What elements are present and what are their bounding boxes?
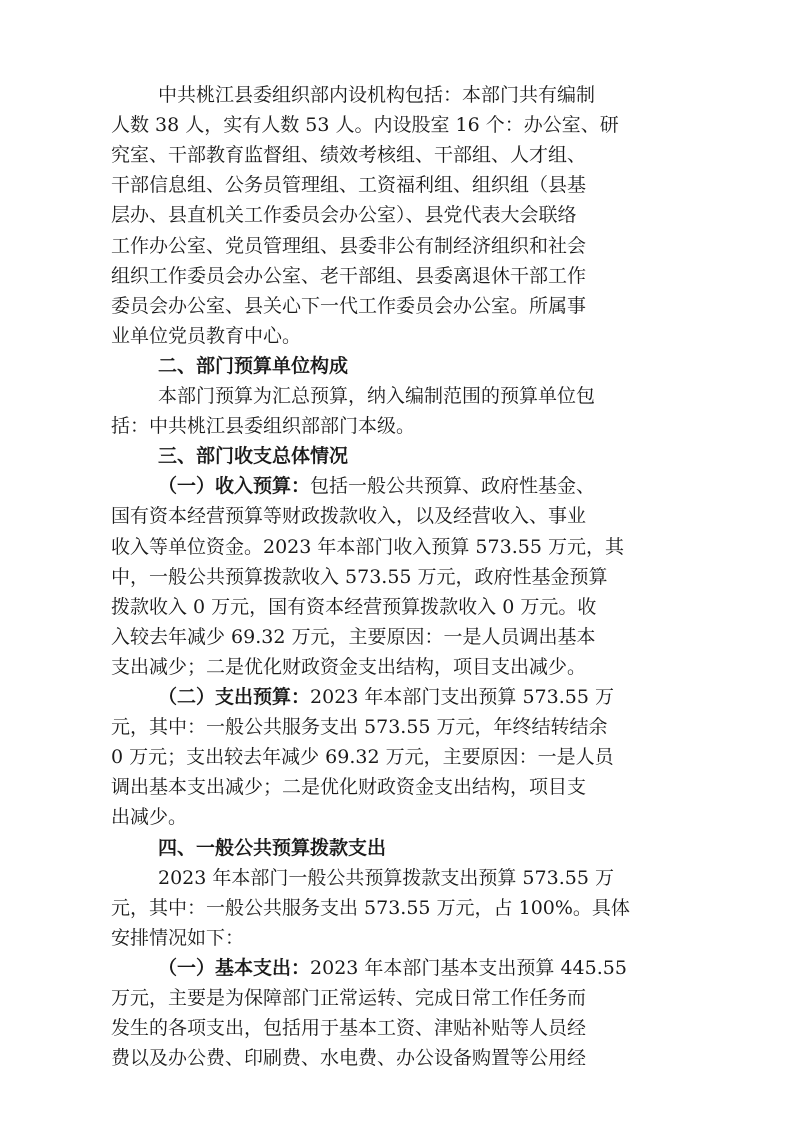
text-line: 干部信息组、公务员管理组、工资福利组、组织组（县基 [111,174,587,197]
text-line: 0 万元；支出较去年减少 69.32 万元，主要原因：一是人员 [111,746,614,769]
text-line: 业单位党员教育中心。 [111,324,302,347]
text-line: 委员会办公室、县关心下一代工作委员会办公室。所属事 [111,294,587,317]
text-line: 元，其中：一般公共服务支出 573.55 万元，年终结转结余 [111,716,608,739]
text-line: 入较去年减少 69.32 万元，主要原因：一是人员调出基本 [111,625,596,648]
subheading: （一）基本支出： [158,956,311,979]
text-line [158,953,627,983]
text-line: 发生的各项支出，包括用于基本工资、津贴补贴等人员经 [111,1017,587,1040]
text-line [158,682,614,712]
text-run: 2023 年本部门基本支出预算 445.55 [310,956,627,979]
text-line: 括：中共桃江县委组织部部门本级。 [111,415,416,438]
text-line: 究室、干部教育监督组、绩效考核组、干部组、人才组、 [111,144,587,167]
text-line: 元，其中：一般公共服务支出 573.55 万元，占 100%。具体 [111,896,630,919]
text-line: 人数 38 人，实有人数 53 人。内设股室 16 个：办公室、研 [111,114,619,137]
text-line: 拨款收入 0 万元，国有资本经营预算拨款收入 0 万元。收 [111,595,597,618]
text-line: 层办、县直机关工作委员会办公室）、县党代表大会联络 [111,204,577,227]
text-line: 组织工作委员会办公室、老干部组、县委离退休干部工作 [111,264,587,287]
text-line: 中共桃江县委组织部内设机构包括：本部门共有编制 [158,84,596,106]
text-line: 收入等单位资金。2023 年本部门收入预算 573.55 万元，其 [111,535,624,558]
text-run: 2023 年本部门支出预算 573.55 万 [310,686,614,708]
text-line [158,471,595,501]
section-heading: 四、一般公共预算拨款支出 [158,836,387,859]
text-line: 支出减少；二是优化财政资金支出结构，项目支出减少。 [111,655,587,678]
text-line: 安排情况如下： [111,926,245,949]
text-line: 费以及办公费、印刷费、水电费、办公设备购置等公用经 [111,1047,587,1070]
subheading: （二）支出预算： [158,686,311,708]
text-run: 包括一般公共预算、政府性基金、 [310,475,596,498]
text-line: 中，一般公共预算拨款收入 573.55 万元，政府性基金预算 [111,565,608,588]
section-heading: 三、部门收支总体情况 [158,445,349,468]
subheading: （一）收入预算： [158,475,311,498]
text-line: 工作办公室、党员管理组、县委非公有制经济组织和社会 [111,234,587,257]
text-line: 万元，主要是为保障部门正常运转、完成日常工作任务而 [111,987,587,1009]
text-line: 国有资本经营预算等财政拨款收入，以及经营收入、事业 [111,505,587,528]
text-line: 本部门预算为汇总预算，纳入编制范围的预算单位包 [158,385,596,407]
text-line: 调出基本支出减少；二是优化财政资金支出结构，项目支 [111,776,587,799]
text-line: 出减少。 [111,806,188,829]
text-line: 2023 年本部门一般公共预算拨款支出预算 573.55 万 [158,866,614,889]
section-heading: 二、部门预算单位构成 [158,354,349,377]
